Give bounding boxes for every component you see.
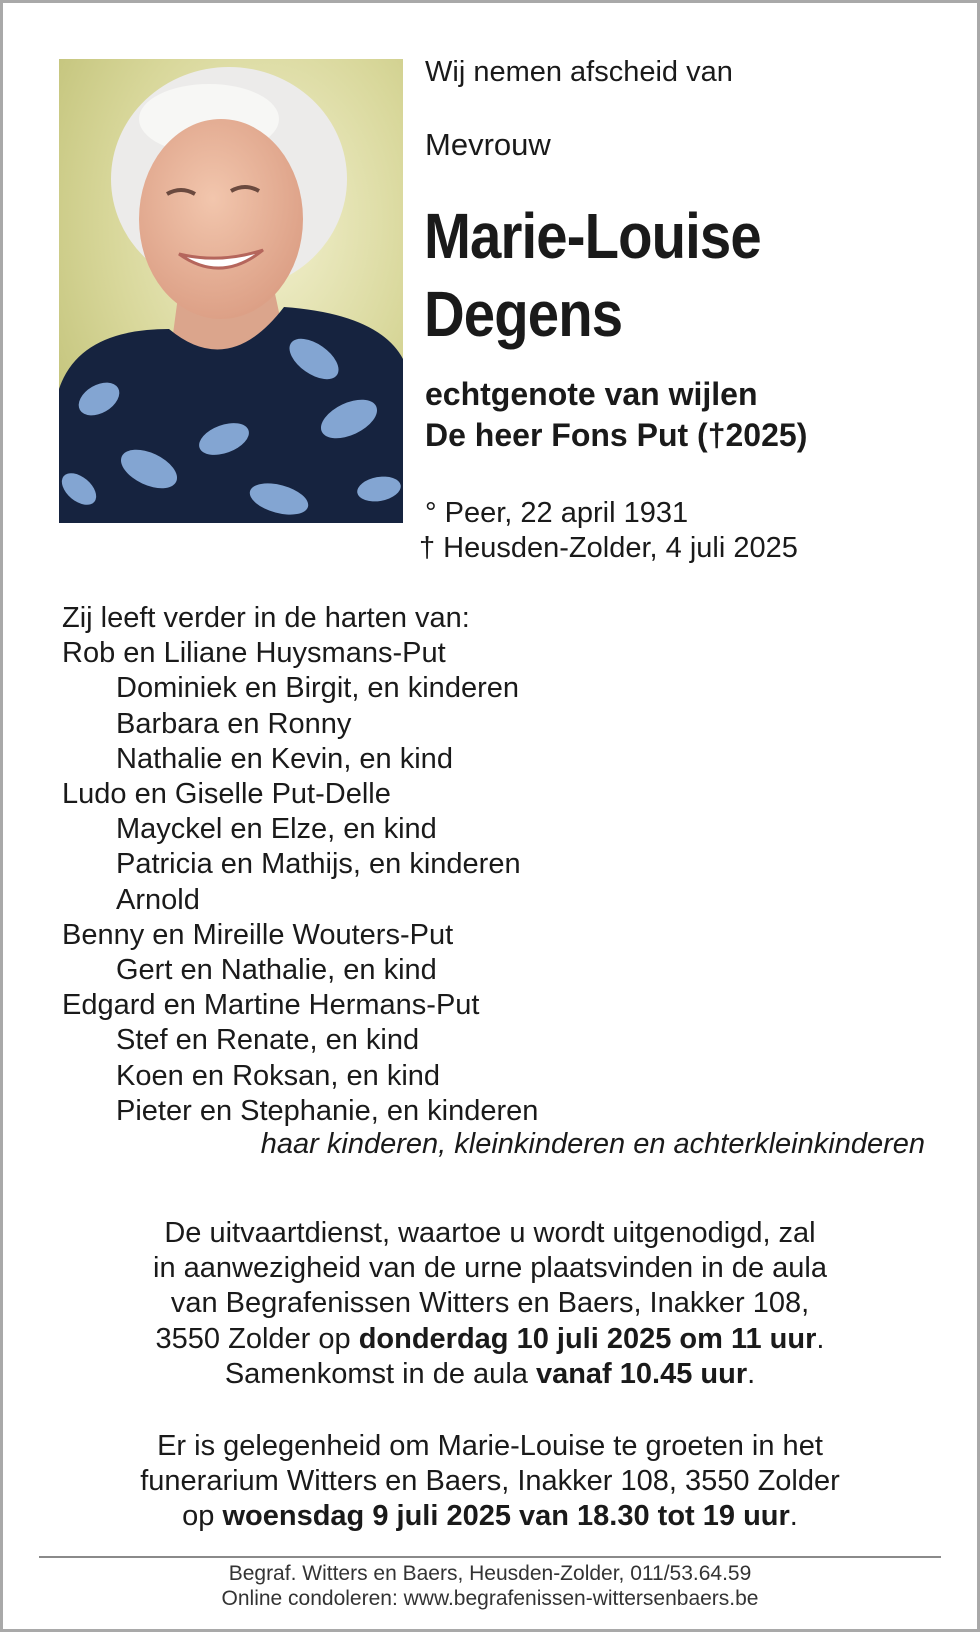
visit-text: op	[182, 1500, 223, 1533]
service-announcement	[3, 1216, 977, 1392]
gathering-time: vanaf 10.45 uur	[535, 1357, 748, 1390]
service-line: in aanwezigheid van de urne plaatsvinden in de aula	[153, 1252, 827, 1285]
deceased-first-name: Marie-Louise	[424, 200, 761, 272]
visit-text: .	[789, 1500, 798, 1533]
family-closing: haar kinderen, kleinkinderen en achterkleinkinderen	[260, 1128, 925, 1160]
funeral-home-info: Begraf. Witters en Baers, Heusden-Zolder, 011/53.64.59	[228, 1562, 752, 1585]
online-condolence-link[interactable]: Online condoleren: www.begrafenissen-wittersenbaers.be	[221, 1587, 759, 1610]
death-info: † Heusden-Zolder, 4 juli 2025	[419, 532, 798, 564]
birth-info: ° Peer, 22 april 1931	[425, 497, 689, 529]
family-intro: Zij leeft verder in de harten van:	[62, 602, 470, 634]
family-sub-member: Gert en Nathalie, en kind	[116, 954, 437, 987]
visit-date: woensdag 9 juli 2025 van 18.30 tot 19 uur	[222, 1500, 790, 1533]
service-text: .	[816, 1322, 825, 1355]
family-member: Benny en Mireille Wouters-Put	[62, 918, 454, 951]
visit-line: Er is gelegenheid om Marie-Louise te groeten in het	[157, 1430, 823, 1462]
service-line	[3, 1357, 977, 1392]
family-member: Ludo en Giselle Put-Delle	[62, 778, 391, 811]
footer-divider	[39, 1556, 941, 1558]
service-text: .	[747, 1357, 756, 1390]
visit-line: funerarium Witters en Baers, Inakker 108, 3550 Zolder	[140, 1465, 840, 1498]
family-member: Rob en Liliane Huysmans-Put	[62, 637, 446, 670]
family-sub-member: Arnold	[116, 883, 200, 916]
portrait-photo	[59, 59, 403, 523]
family-sub-member: Mayckel en Elze, en kind	[116, 813, 437, 846]
family-sub-member: Patricia en Mathijs, en kinderen	[116, 848, 521, 881]
service-line: van Begrafenissen Witters en Baers, Inakker 108,	[170, 1287, 810, 1320]
family-sub-member: Dominiek en Birgit, en kinderen	[116, 672, 519, 705]
family-members	[62, 636, 942, 1129]
honorific: Mevrouw	[425, 127, 551, 162]
family-sub-member: Koen en Roksan, en kind	[116, 1059, 441, 1092]
service-line: De uitvaartdienst, waartoe u wordt uitgenodigd, zal	[164, 1217, 816, 1249]
deceased-last-name: Degens	[424, 278, 623, 350]
service-text: 3550 Zolder op	[155, 1322, 359, 1355]
family-sub-member: Pieter en Stephanie, en kinderen	[116, 1094, 539, 1127]
family-list	[62, 601, 942, 1129]
spouse-line-2: De heer Fons Put (†2025)	[425, 417, 808, 453]
family-member: Edgard en Martine Hermans-Put	[62, 989, 480, 1022]
intro-text: Wij nemen afscheid van	[425, 56, 733, 88]
service-line	[3, 1322, 977, 1357]
family-sub-member: Stef en Renate, en kind	[116, 1024, 420, 1057]
visit-line	[3, 1499, 977, 1534]
family-sub-member: Nathalie en Kevin, en kind	[116, 742, 453, 775]
service-text: Samenkomst in de aula	[224, 1357, 536, 1390]
service-date: donderdag 10 juli 2025 om 11 uur	[358, 1322, 817, 1355]
visitation-announcement	[3, 1429, 977, 1535]
family-sub-member: Barbara en Ronny	[116, 707, 352, 740]
spouse-line-1: echtgenote van wijlen	[425, 376, 758, 412]
